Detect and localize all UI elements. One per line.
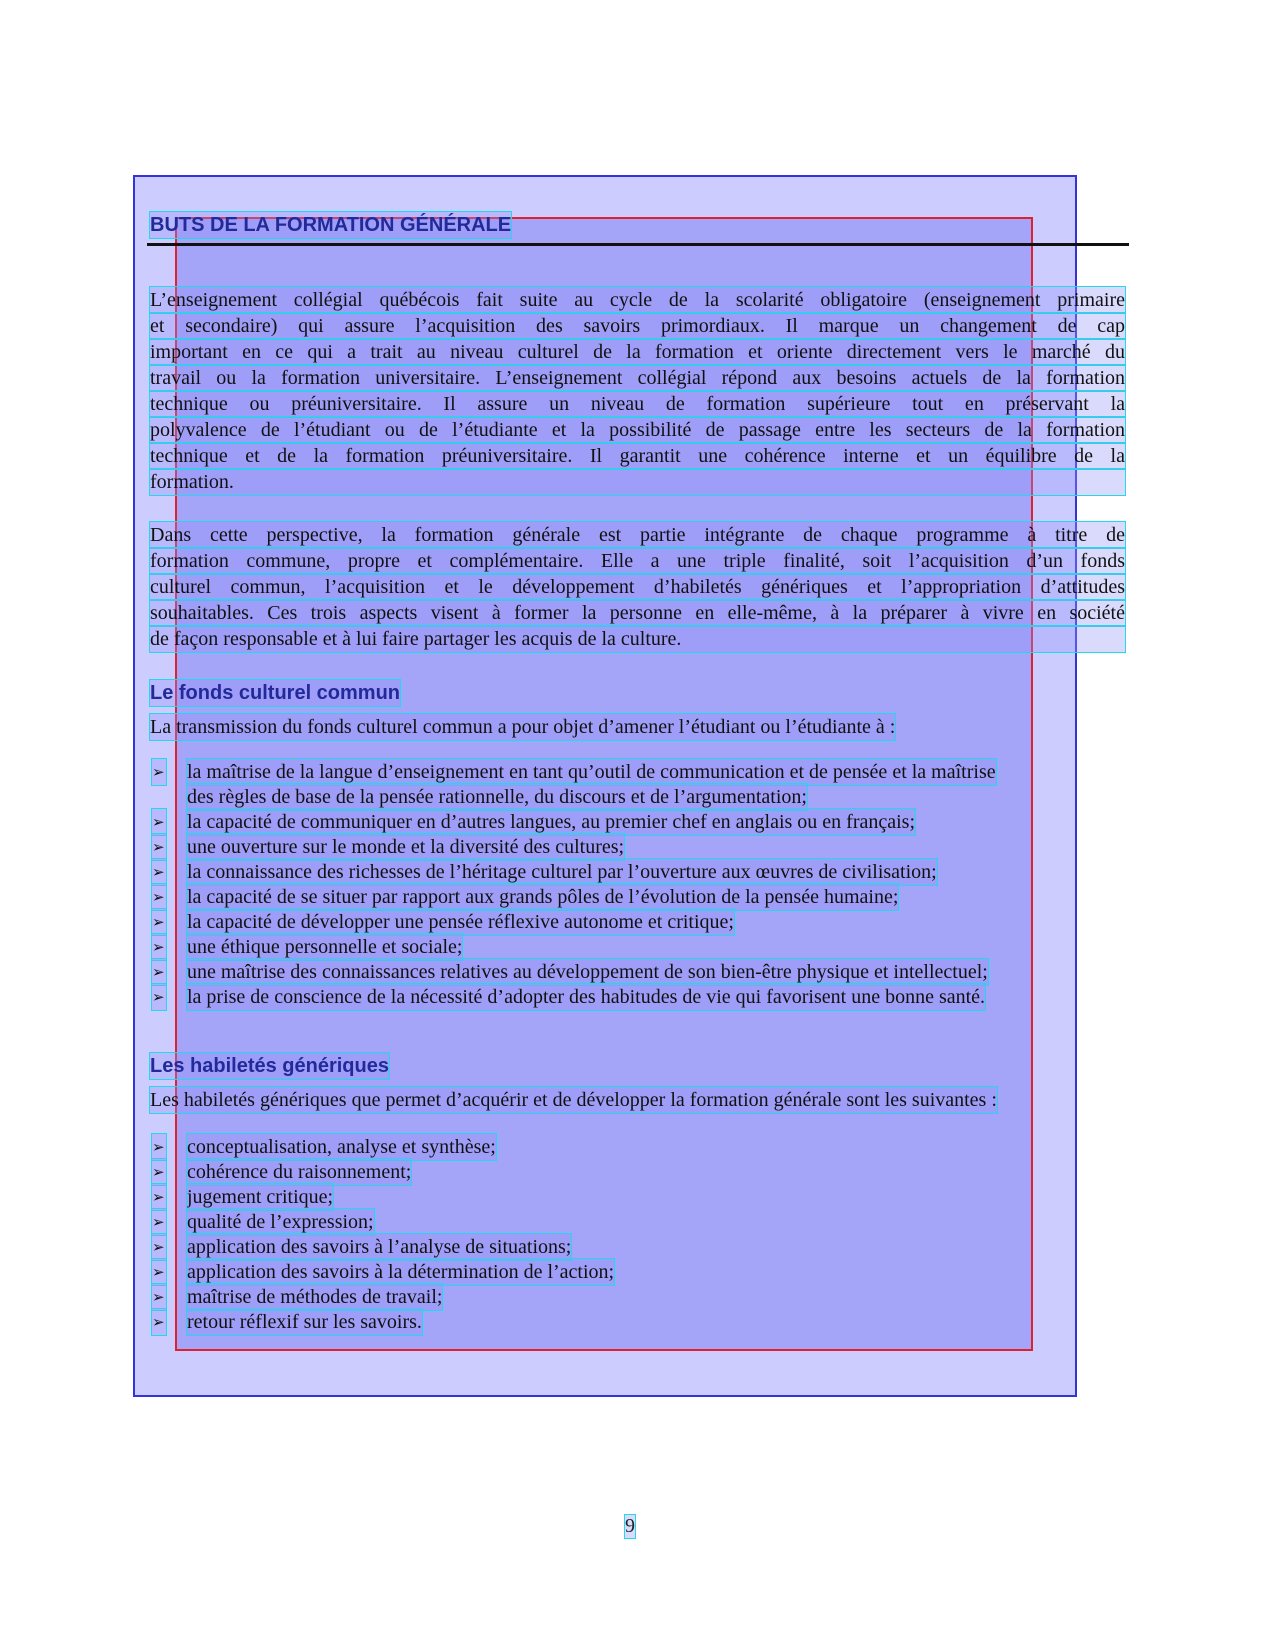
list-item-text: la capacité de communiquer en d’autres langues, au premier chef en anglais ou en français; [187,811,916,833]
paragraph-line: technique ou préuniversitaire. Il assure un niveau de formation supérieure tout en préservant la [150,393,1125,415]
paragraph-line: L’enseignement collégial québécois fait suite au cycle de la scolarité obligatoire (enseignement primaire [150,289,1125,311]
list-item-text: qualité de l’expression; [187,1211,374,1233]
title-rule [147,243,1129,246]
list-item-text: application des savoirs à l’analyse de situations; [187,1236,572,1258]
arrow-bullet-icon: ➢ [152,1234,166,1260]
section-intro-fonds-culturel: La transmission du fonds culturel commun a pour objet d’amener l’étudiant ou l’étudiante à : [150,716,896,738]
page-number: 9 [625,1515,635,1537]
paragraph-line: culturel commun, l’acquisition et le développement d’habiletés génériques et l’appropriation d’attitudes [150,576,1125,598]
paragraph-line: et secondaire) qui assure l’acquisition des savoirs primordiaux. Il marque un changement de cap [150,315,1125,337]
intro-paragraph-1 [150,287,1125,495]
paragraph-line: formation. [150,469,1125,495]
list-item-text: maîtrise de méthodes de travail; [187,1286,443,1308]
arrow-bullet-icon: ➢ [152,1209,166,1235]
arrow-bullet-icon: ➢ [152,959,166,985]
arrow-bullet-icon: ➢ [152,884,166,910]
list-item-text: retour réflexif sur les savoirs. [187,1311,422,1333]
list-item-text: la prise de conscience de la nécessité d’adopter des habitudes de vie qui favorisent une bonne santé. [187,986,986,1008]
section-heading-habiletes: Les habiletés génériques [150,1055,389,1077]
arrow-bullet-icon: ➢ [152,759,166,785]
arrow-bullet-icon: ➢ [152,1184,166,1210]
arrow-bullet-icon: ➢ [152,909,166,935]
paragraph-line: de façon responsable et à lui faire partager les acquis de la culture. [150,626,1125,652]
paragraph-line: polyvalence de l’étudiant ou de l’étudiante et la possibilité de passage entre les secteurs de la formation [150,419,1125,441]
list-item-text: jugement critique; [187,1186,334,1208]
paragraph-line: technique et de la formation préuniversitaire. Il garantit une cohérence interne et un équilibre de la [150,445,1125,467]
arrow-bullet-icon: ➢ [152,934,166,960]
arrow-bullet-icon: ➢ [152,834,166,860]
list-item-text: application des savoirs à la détermination de l’action; [187,1261,615,1283]
paragraph-line: Dans cette perspective, la formation générale est partie intégrante de chaque programme à titre de [150,524,1125,546]
arrow-bullet-icon: ➢ [152,1159,166,1185]
paragraph-line: travail ou la formation universitaire. L’enseignement collégial répond aux besoins actuels de la formation [150,367,1125,389]
page-content [150,0,1125,1651]
arrow-bullet-icon: ➢ [152,1309,166,1335]
list-item-text: une ouverture sur le monde et la diversité des cultures; [187,836,625,858]
section-heading-fonds-culturel: Le fonds culturel commun [150,682,401,704]
paragraph-line: important en ce qui a trait au niveau culturel de la formation et oriente directement vers le marché du [150,341,1125,363]
list-item-text: conceptualisation, analyse et synthèse; [187,1136,496,1158]
arrow-bullet-icon: ➢ [152,1259,166,1285]
list-item-text: une maîtrise des connaissances relatives au développement de son bien-être physique et intellectuel; [187,961,988,983]
list-item-text: des règles de base de la pensée rationnelle, du discours et de l’argumentation; [187,786,807,808]
arrow-bullet-icon: ➢ [152,809,166,835]
list-item-text: la capacité de développer une pensée réflexive autonome et critique; [187,911,734,933]
list-item-text: une éthique personnelle et sociale; [187,936,463,958]
page-title: BUTS DE LA FORMATION GÉNÉRALE [150,214,512,236]
paragraph-line: formation commune, propre et complémentaire. Elle a une triple finalité, soit l’acquisition d’un fonds [150,550,1125,572]
list-item-text: la maîtrise de la langue d’enseignement en tant qu’outil de communication et de pensée et la maîtrise [187,761,996,783]
list-item-text: la connaissance des richesses de l’héritage culturel par l’ouverture aux œuvres de civilisation; [187,861,937,883]
arrow-bullet-icon: ➢ [152,1134,166,1160]
list-item-text: la capacité de se situer par rapport aux grands pôles de l’évolution de la pensée humaine; [187,886,899,908]
intro-paragraph-2 [150,522,1125,652]
section-intro-habiletes: Les habiletés génériques que permet d’acquérir et de développer la formation générale sont les suivantes : [150,1089,997,1111]
arrow-bullet-icon: ➢ [152,1284,166,1310]
arrow-bullet-icon: ➢ [152,859,166,885]
arrow-bullet-icon: ➢ [152,984,166,1010]
list-item-text: cohérence du raisonnement; [187,1161,412,1183]
paragraph-line: souhaitables. Ces trois aspects visent à former la personne en elle-même, à la préparer à vivre en société [150,602,1125,624]
